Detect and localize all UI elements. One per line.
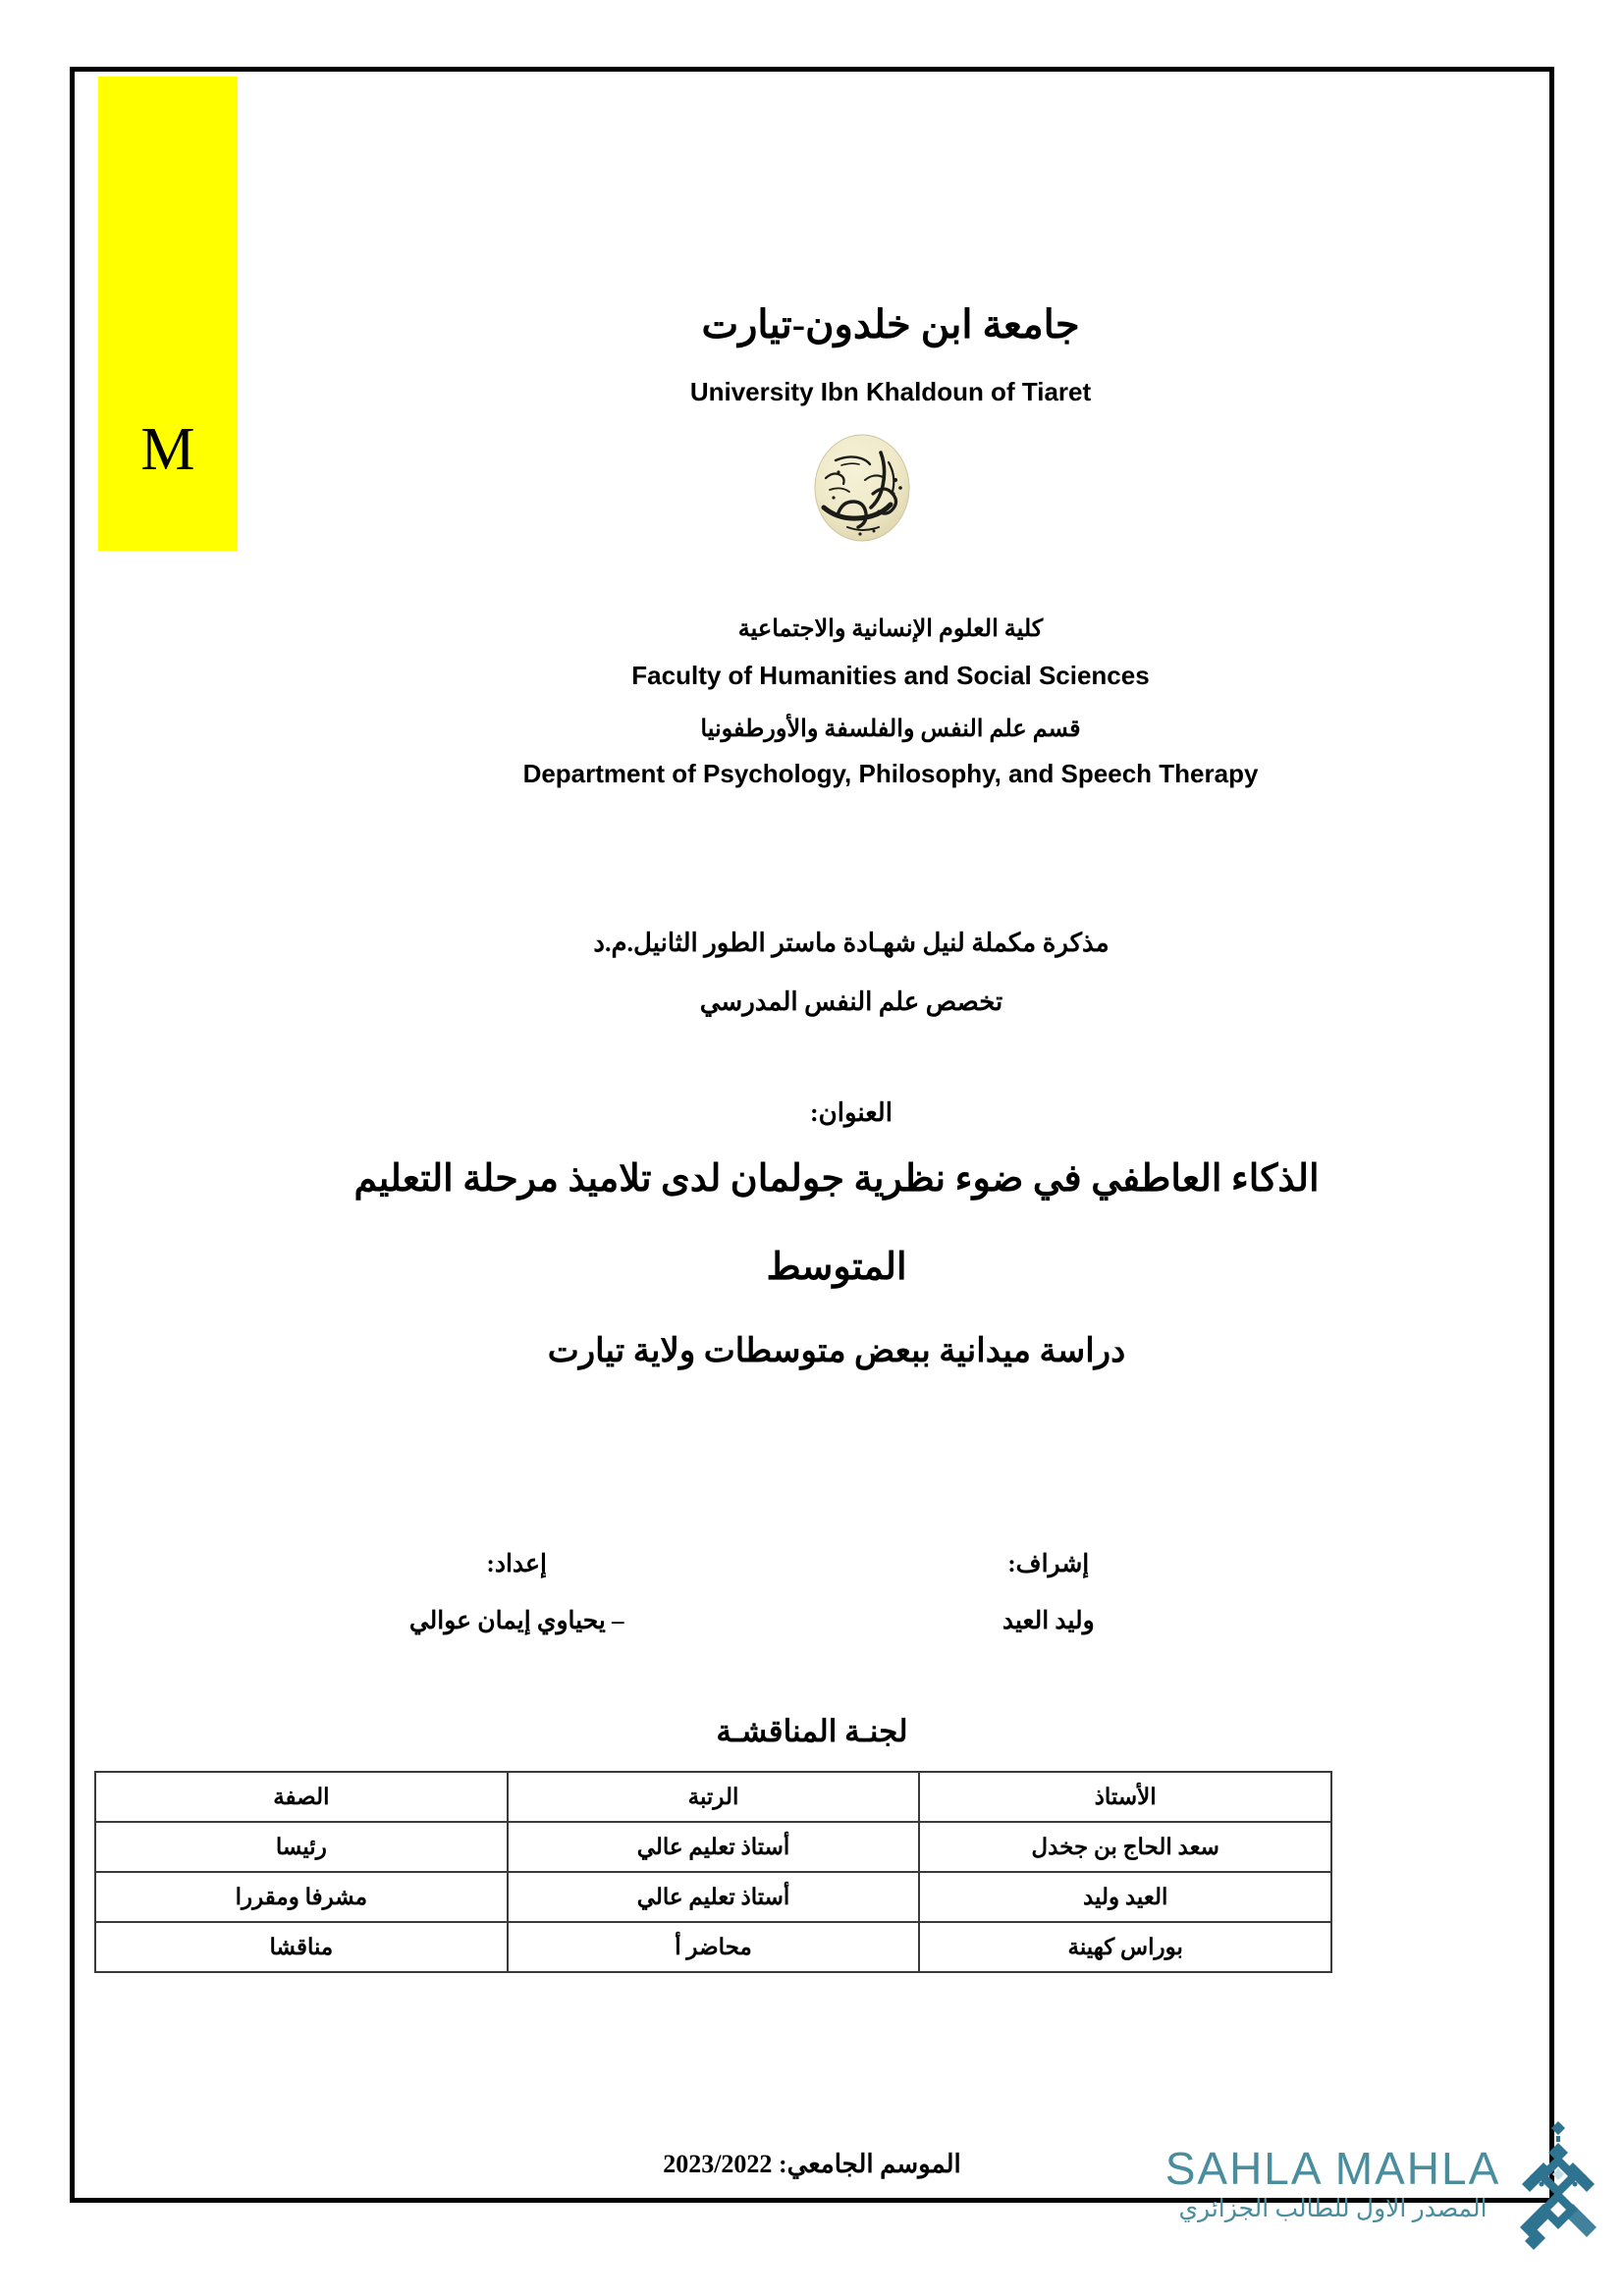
jury-rank: أستاذ تعليم عالي (508, 1872, 920, 1922)
thesis-title-line-2: المتوسط (766, 1247, 907, 1288)
jury-rank: أستاذ تعليم عالي (508, 1822, 920, 1872)
table-row (95, 1822, 1331, 1872)
marker-letter: M (140, 416, 195, 483)
jury-professor: العيد وليد (919, 1872, 1331, 1922)
degree-statement-line-1: مذكرة مكملة لنيل شهـادة ماستر الطور الثانيل.م.د (593, 929, 1110, 957)
sahla-mahla-watermark (1149, 2145, 1610, 2263)
supervised-by-label: إشراف: (1007, 1551, 1090, 1577)
university-name-arabic: جامعة ابن خلدون-تيارت (701, 302, 1080, 347)
jury-table (94, 1771, 1332, 1973)
thesis-subtitle: دراسة ميدانية ببعض متوسطات ولاية تيارت (547, 1333, 1126, 1369)
jury-section-title: لجنـة المناقشـة (716, 1714, 908, 1748)
prepared-by-name: – يحياوي إيمان عوالي (408, 1608, 624, 1634)
department-name-arabic: قسم علم النفس والفلسفة والأورطفونيا (700, 717, 1081, 742)
academic-year-label: الموسم الجامعي: (778, 2150, 961, 2178)
column-header-role: الصفة (95, 1772, 508, 1822)
thesis-title-line-1: الذكاء العاطفي في ضوء نظرية جولمان لدى تلاميذ مرحلة التعليم (353, 1158, 1320, 1200)
faculty-name-arabic: كلية العلوم الإنسانية والاجتماعية (737, 616, 1044, 642)
supervised-by-column (803, 1549, 1294, 1635)
prepared-by-label: إعداد: (486, 1551, 547, 1577)
academic-year-value: 2023/2022 (663, 2150, 773, 2178)
university-name-english: University Ibn Khaldoun of Tiaret (689, 377, 1092, 406)
department-name-english: Department of Psychology, Philosophy, and Speech Therapy (522, 759, 1259, 788)
jury-professor: بوراس كهينة (919, 1922, 1331, 1972)
supervised-by-name: وليد العيد (1001, 1608, 1095, 1634)
jury-professor: سعد الحاج بن جخدل (919, 1822, 1331, 1872)
watermark-title: SAHLA MAHLA (1164, 2143, 1501, 2194)
yellow-highlight-block (98, 77, 238, 551)
jury-role: رئيسا (95, 1822, 508, 1872)
authorship-block (271, 1549, 1363, 1635)
table-row (95, 1872, 1331, 1922)
university-seal-icon (779, 433, 946, 543)
sahla-mahla-logo-icon (1504, 2119, 1612, 2257)
faculty-name-english: Faculty of Humanities and Social Sciences (631, 661, 1150, 690)
column-header-professor: الأستاذ (919, 1772, 1331, 1822)
prepared-by-column (271, 1549, 762, 1635)
column-header-rank: الرتبة (508, 1772, 920, 1822)
jury-role: مشرفا ومقررا (95, 1872, 508, 1922)
jury-role: مناقشا (95, 1922, 508, 1972)
jury-rank: محاضر أ (508, 1922, 920, 1972)
degree-specialization: تخصص علم النفس المدرسي (699, 988, 1003, 1016)
title-label: العنوان: (810, 1098, 893, 1127)
page-border (70, 67, 1554, 2203)
table-header-row (95, 1772, 1331, 1822)
table-row (95, 1922, 1331, 1972)
watermark-subtitle: المصدر الاول للطالب الجزائري (1178, 2196, 1488, 2223)
watermark-text (1149, 2145, 1517, 2223)
